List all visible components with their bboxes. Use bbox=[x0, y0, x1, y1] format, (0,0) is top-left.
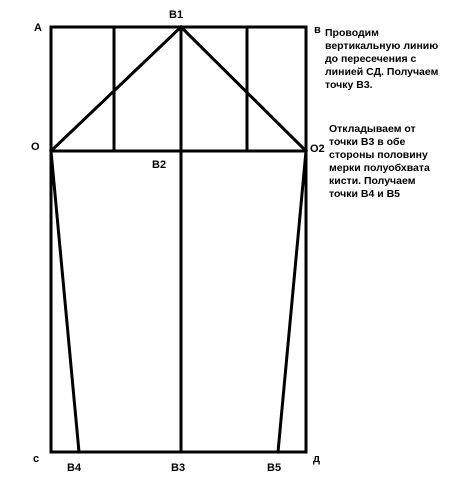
label-b4: В4 bbox=[67, 462, 82, 474]
label-o2: О2 bbox=[310, 143, 325, 155]
label-o: О bbox=[31, 141, 40, 153]
line-o-b4 bbox=[51, 151, 79, 452]
label-b1: В1 bbox=[169, 9, 184, 21]
line-o2-b5 bbox=[278, 151, 306, 452]
label-b5: В5 bbox=[267, 462, 282, 474]
label-v: в bbox=[314, 24, 321, 36]
line-b1-o2 bbox=[181, 27, 306, 151]
label-b3: В3 bbox=[171, 462, 186, 474]
label-b2: В2 bbox=[152, 159, 167, 171]
instruction-step-1: Проводим вертикальную линию до пересечения с линией СД. Получаем точку В3. bbox=[325, 27, 439, 91]
label-a: А bbox=[34, 22, 42, 34]
line-o-b1 bbox=[51, 27, 181, 151]
label-d: д bbox=[313, 453, 320, 465]
label-c: с bbox=[33, 453, 40, 465]
instruction-step-2: Откладываем от точки В3 в обе стороны половину мерки полуобхвата кисти. Получаем точки В4 и В5 bbox=[329, 123, 430, 200]
